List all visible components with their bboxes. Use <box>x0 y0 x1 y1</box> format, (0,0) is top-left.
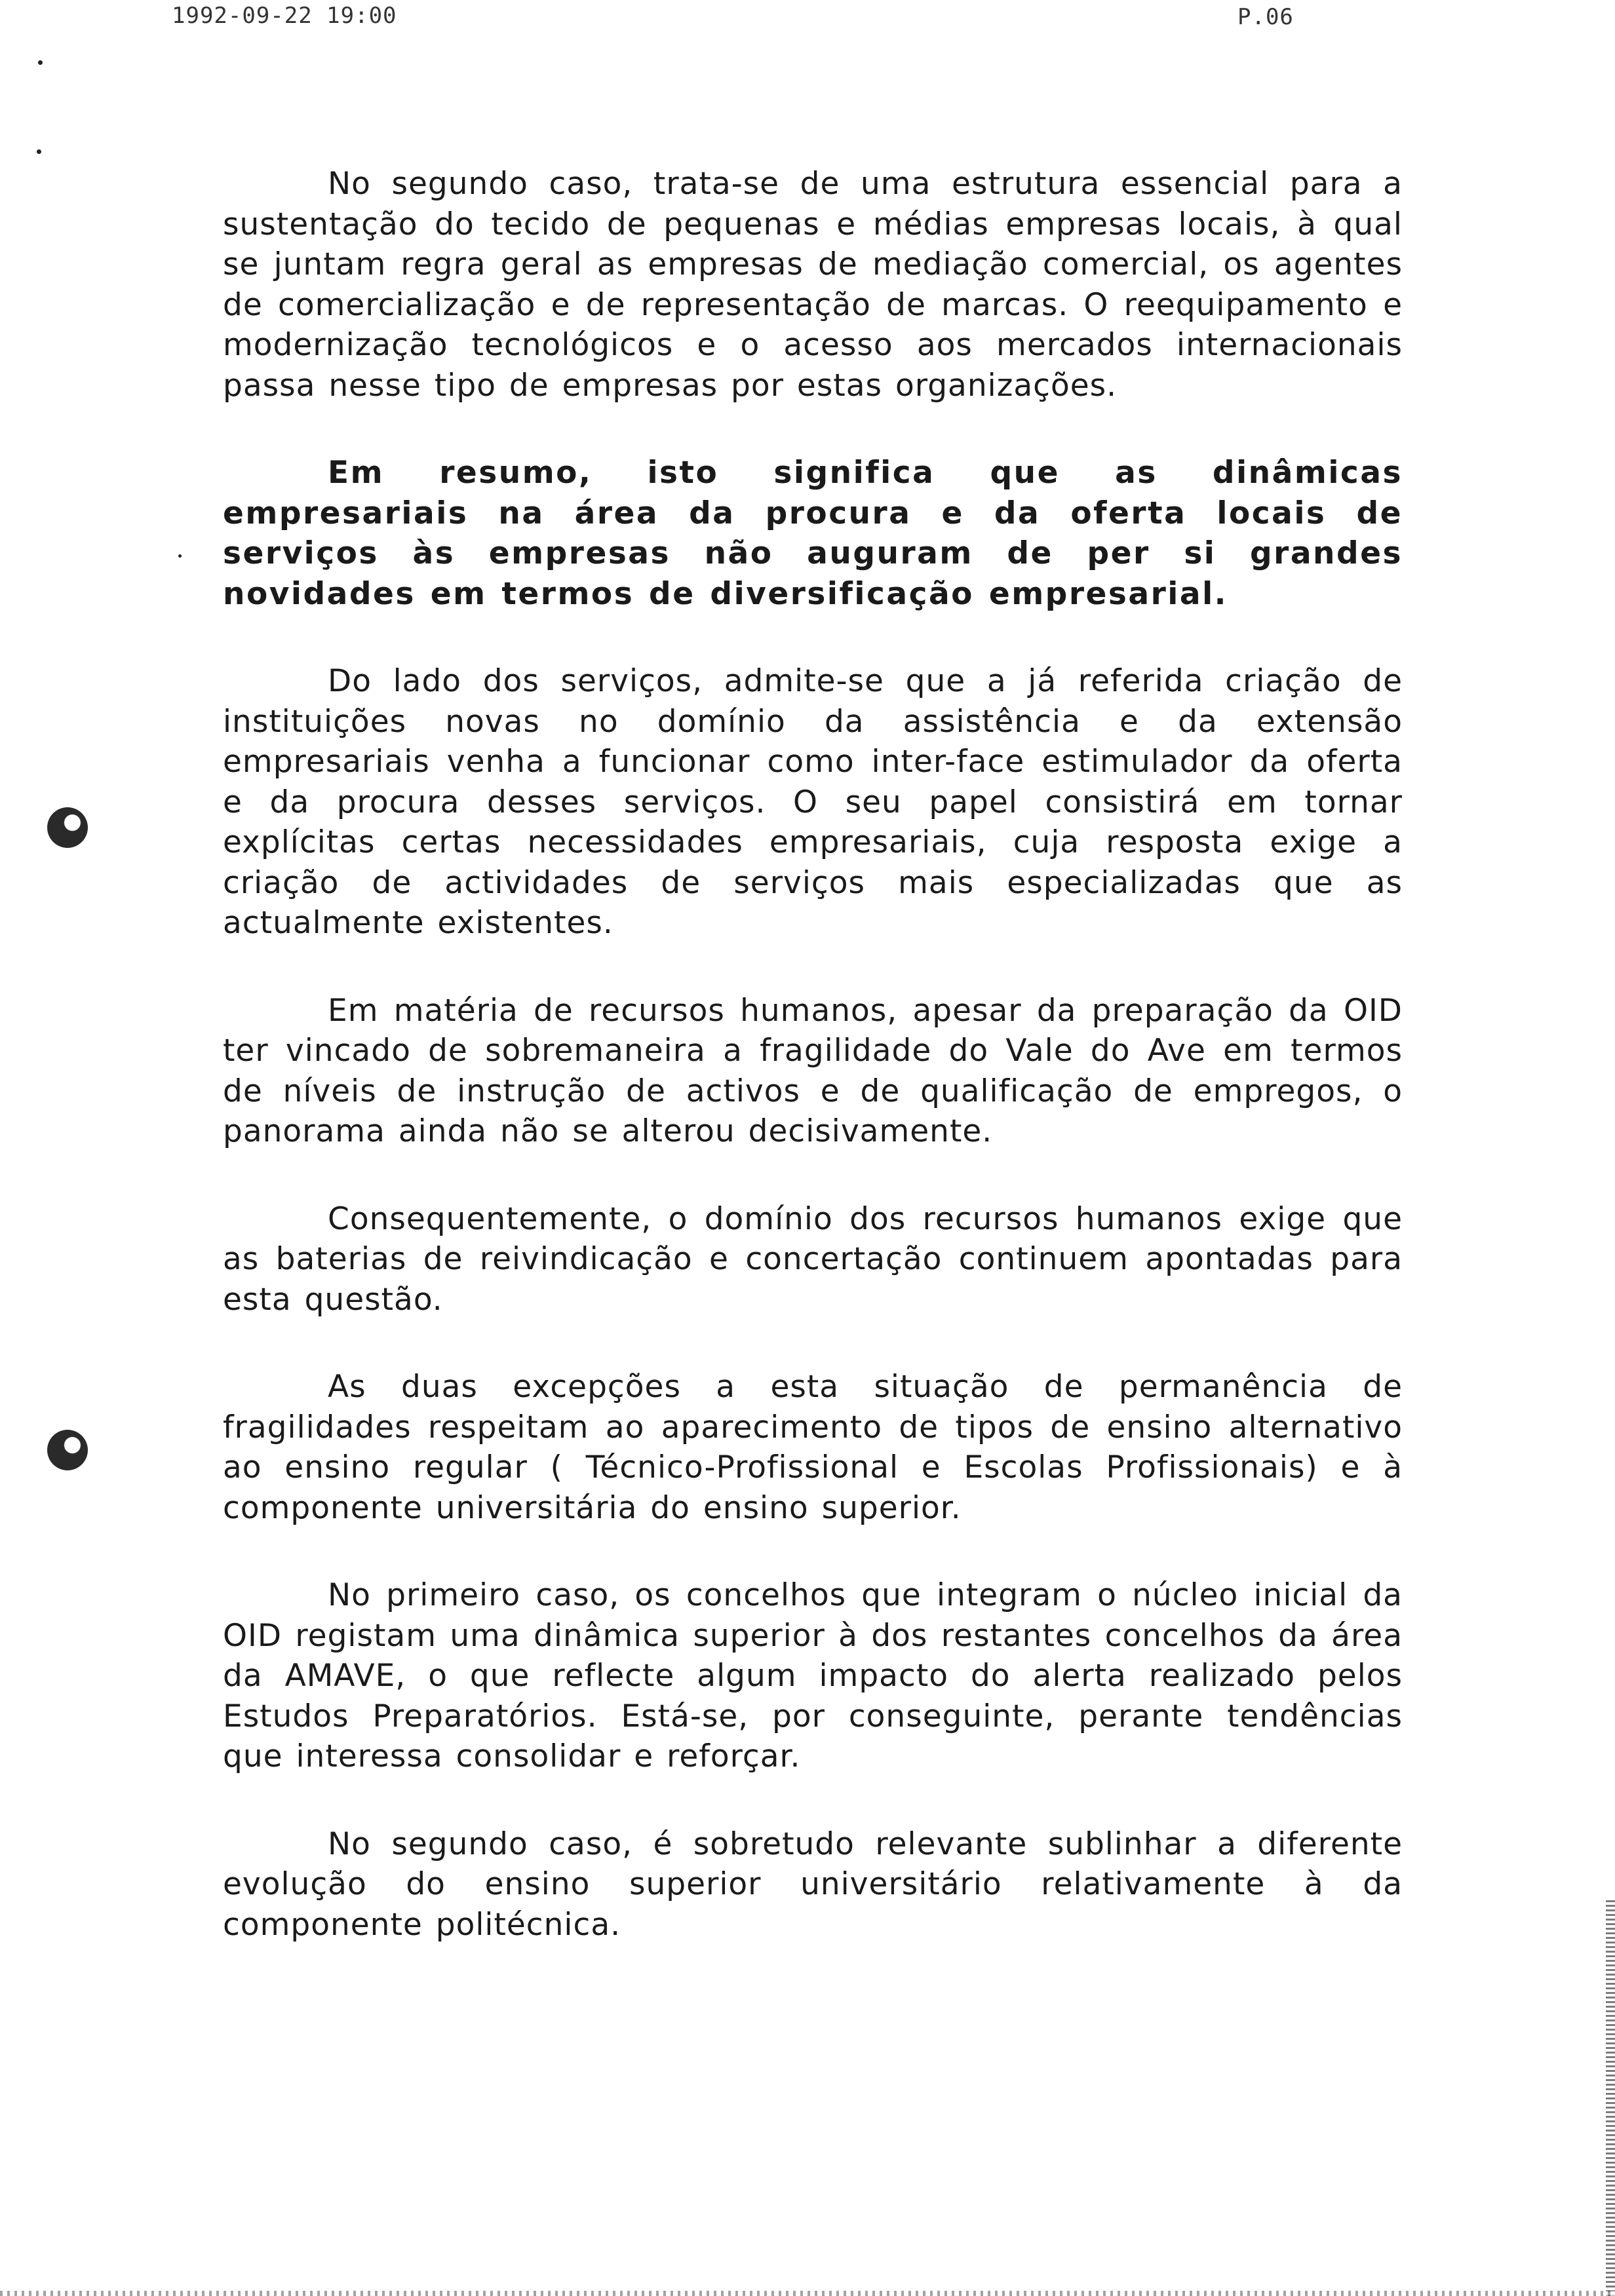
document-body <box>223 164 1403 1992</box>
paragraph-second-case-education: No segundo caso, é sobretudo relevante sublinhar a diferente evolução do ensino superior universitário relativamente à da componente politécnica. <box>223 1826 1403 1943</box>
fax-page-number: P.06 <box>1237 4 1294 30</box>
scan-speck <box>178 554 182 558</box>
punch-hole-icon <box>47 1430 88 1470</box>
paragraph-services-side: Do lado dos serviços, admite-se que a já referida criação de instituições novas no domínio da assistência e da extensão empresariais venha a funcionar como inter-face estimulador da oferta e da procura desses serviços. O seu papel consistirá em tornar explícitas certas necessidades empresariais, cuja resposta exige a criação de actividades de serviços mais especializadas que as actualmente existentes. <box>223 663 1403 941</box>
scan-edge-artifact <box>1606 1900 1615 2296</box>
paragraph-two-exceptions: As duas excepções a esta situação de permanência de fragilidades respeitam ao aparecimento de tipos de ensino alternativo ao ensino regular ( Técnico-Profissional e Escolas Profissionais) e à componente universitária do ensino superior. <box>223 1369 1403 1526</box>
scan-speck <box>37 149 41 154</box>
paragraph-second-case-services: No segundo caso, trata-se de uma estrutura essencial para a sustentação do tecido de pequenas e médias empresas locais, à qual se juntam regra geral as empresas de mediação comercial, os agentes de comercialização e de representação de marcas. O reequipamento e modernização tecnológicos e o acesso aos mercados internacionais passa nesse tipo de empresas por estas organizações. <box>223 166 1403 404</box>
fax-header <box>0 0 1615 39</box>
paragraph-human-resources: Em matéria de recursos humanos, apesar da preparação da OID ter vincado de sobremaneira a fragilidade do Vale do Ave em termos de níveis de instrução de activos e de qualificação de empregos, o panorama ainda não se alterou decisivamente. <box>223 992 1403 1149</box>
scan-speck <box>38 60 43 65</box>
paragraph-summary: Em resumo, isto significa que as dinâmicas empresariais na área da procura e da oferta locais de serviços às empresas não auguram de per si grandes novidades em termos de diversificação empresarial. <box>223 455 1403 612</box>
paragraph-consequently: Consequentemente, o domínio dos recursos humanos exige que as baterias de reivindicação e concertação continuem apontadas para esta questão. <box>223 1200 1403 1318</box>
punch-hole-icon <box>47 807 88 848</box>
scan-edge-artifact <box>0 2291 1615 2296</box>
fax-datetime: 1992-09-22 19:00 <box>172 3 397 29</box>
paragraph-first-case: No primeiro caso, os concelhos que integram o núcleo inicial da OID registam uma dinâmica superior à dos restantes concelhos da área da AMAVE, o que reflecte algum impacto do alerta realizado pelos Estudos Preparatórios. Está-se, por conseguinte, perante tendências que interessa consolidar e reforçar. <box>223 1577 1403 1774</box>
